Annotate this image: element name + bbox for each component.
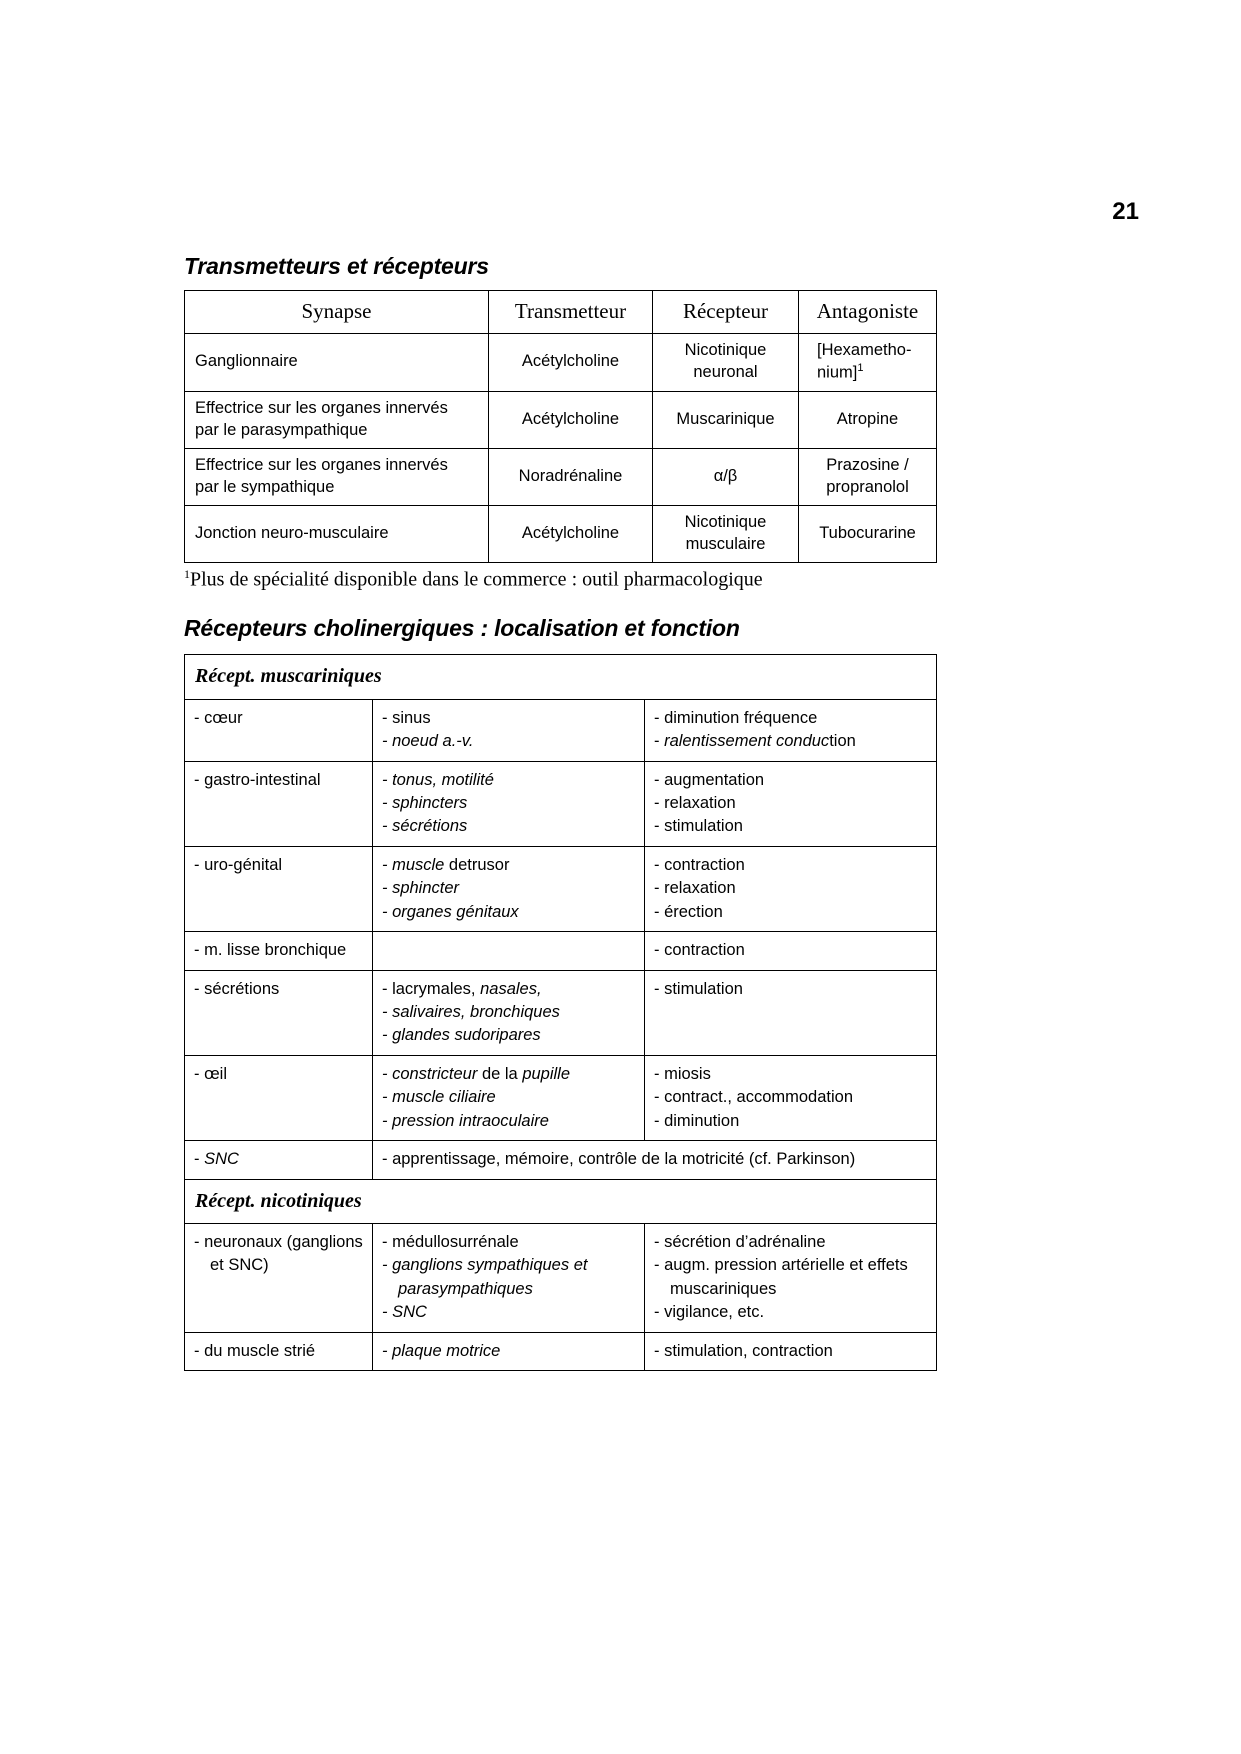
cell-transmetteur: Acétylcholine <box>489 505 653 562</box>
effect-line: - relaxation <box>654 794 736 813</box>
detail-line: - plaque motrice <box>382 1341 501 1360</box>
effect-line: - stimulation <box>654 817 743 836</box>
cell-synapse <box>185 448 489 505</box>
cell-transmetteur: Noradrénaline <box>489 448 653 505</box>
cell-synapse <box>185 391 489 448</box>
detail-line: - tonus, motilité <box>382 770 494 789</box>
cell-recepteur <box>653 505 799 562</box>
cell-details-empty <box>373 932 645 970</box>
detail-line: - SNC <box>382 1303 427 1322</box>
detail-line: - sécrétions <box>382 817 468 836</box>
detail-line <box>382 1063 635 1086</box>
effect-line: - diminution fréquence <box>654 708 818 727</box>
effect-line-continuation: muscariniques <box>670 1279 777 1298</box>
cell-synapse: Jonction neuro-musculaire <box>185 505 489 562</box>
heading-recepteurs-cholinergiques: Récepteurs cholinergiques : localisation et fonction <box>184 615 740 642</box>
effect-line: - contraction <box>654 855 745 874</box>
cell-transmetteur: Acétylcholine <box>489 333 653 391</box>
detail-line: - organes génitaux <box>382 902 519 921</box>
detail-line: - sphincters <box>382 794 468 813</box>
group-header-row-nicotiniques <box>185 1179 937 1223</box>
cell-snc-text: - apprentissage, mémoire, contrôle de la motricité (cf. Parkinson) <box>373 1141 937 1179</box>
snc-label: SNC <box>204 1150 239 1169</box>
recepteur-line-1: Nicotinique <box>684 341 767 360</box>
cell-location: - du muscle strié <box>185 1332 373 1370</box>
cell-details <box>373 846 645 931</box>
detail-roman: de la <box>477 1064 523 1083</box>
table-row <box>185 1223 937 1332</box>
cell-location <box>185 1223 373 1332</box>
page-number: 21 <box>1112 198 1139 225</box>
cell-recepteur <box>653 333 799 391</box>
column-header-recepteur: Récepteur <box>653 291 799 334</box>
detail-line: - noeud a.-v. <box>382 732 474 751</box>
detail-line: - sinus <box>382 708 431 727</box>
table-row <box>185 761 937 846</box>
cell-antagoniste: Tubocurarine <box>799 505 937 562</box>
antagoniste-line-2: propranolol <box>826 477 909 496</box>
detail-line: - glandes sudoripares <box>382 1026 541 1045</box>
detail-italic: - constricteur <box>382 1064 478 1083</box>
cell-effects <box>645 1332 937 1370</box>
effect-line <box>654 730 927 753</box>
antagoniste-line-2-text: nium] <box>817 363 858 382</box>
group-header-row-muscariniques <box>185 655 937 699</box>
table-row <box>185 1332 937 1370</box>
detail-roman: detrusor <box>444 855 510 874</box>
table-row <box>185 391 937 448</box>
cell-effects <box>645 970 937 1055</box>
table-header-row <box>185 291 937 334</box>
effect-line: - augmentation <box>654 770 765 789</box>
detail-italic: - muscle <box>382 855 445 874</box>
effect-line: - sécrétion d’adrénaline <box>654 1232 826 1251</box>
synapse-line-2: par le sympathique <box>195 477 335 496</box>
cell-location: - m. lisse bronchique <box>185 932 373 970</box>
cell-antagoniste: Atropine <box>799 391 937 448</box>
antagoniste-line-1: Prazosine / <box>826 455 909 474</box>
synapse-line-1: Effectrice sur les organes innervés <box>195 455 448 474</box>
footnote-text: Plus de spécialité disponible dans le commerce : outil pharmacologique <box>190 568 763 591</box>
detail-line <box>382 854 635 877</box>
antagoniste-line-2 <box>817 361 928 384</box>
cell-details <box>373 1332 645 1370</box>
column-header-transmetteur: Transmetteur <box>489 291 653 334</box>
table-footnote <box>184 567 936 592</box>
detail-roman: - lacrymales, <box>382 979 481 998</box>
detail-line: - médullosurrénale <box>382 1232 519 1251</box>
effect-italic: ralentissement conduc <box>664 732 830 751</box>
cell-transmetteur: Acétylcholine <box>489 391 653 448</box>
table-row-snc <box>185 1141 937 1179</box>
heading-transmetteurs-et-recepteurs: Transmetteurs et récepteurs <box>184 253 489 279</box>
cell-details <box>373 1055 645 1140</box>
column-header-synapse: Synapse <box>185 291 489 334</box>
effect-line: - contraction <box>654 941 745 960</box>
cell-synapse: Ganglionnaire <box>185 333 489 391</box>
effect-line: - relaxation <box>654 879 736 898</box>
cell-antagoniste <box>799 333 937 391</box>
detail-italic-tail: pupille <box>522 1064 571 1083</box>
recepteur-line-1: Nicotinique <box>684 512 767 531</box>
detail-italic: nasales, <box>480 979 542 998</box>
cell-location: - uro-génital <box>185 846 373 931</box>
effect-line: - diminution <box>654 1111 740 1130</box>
cell-location: - cœur <box>185 699 373 761</box>
table-row <box>185 1055 937 1140</box>
table-row <box>185 699 937 761</box>
effect-prefix: - <box>654 732 665 751</box>
snc-dash: - <box>194 1150 205 1169</box>
effect-line: - stimulation, contraction <box>654 1341 833 1360</box>
cell-location: - sécrétions <box>185 970 373 1055</box>
detail-line <box>382 978 635 1001</box>
table-row <box>185 448 937 505</box>
cell-location: - œil <box>185 1055 373 1140</box>
effect-line: - érection <box>654 902 723 921</box>
effect-line: - vigilance, etc. <box>654 1303 765 1322</box>
effect-line: - miosis <box>654 1064 711 1083</box>
effect-line: - stimulation <box>654 979 743 998</box>
cell-effects <box>645 846 937 931</box>
table-recepteurs-cholinergiques <box>184 654 937 1371</box>
synapse-line-2: par le parasympathique <box>195 420 368 439</box>
detail-line: - ganglions sympathiques et <box>382 1256 588 1275</box>
cell-effects <box>645 932 937 970</box>
effect-line: - contract., accommodation <box>654 1088 853 1107</box>
group-label-muscariniques: Récept. muscariniques <box>185 655 937 699</box>
detail-line: - sphincter <box>382 879 460 898</box>
cell-details <box>373 699 645 761</box>
recepteur-line-2: neuronal <box>693 363 758 382</box>
cell-effects <box>645 1055 937 1140</box>
column-header-antagoniste: Antagoniste <box>799 291 937 334</box>
cell-effects <box>645 699 937 761</box>
detail-line: - salivaires, bronchiques <box>382 1003 560 1022</box>
cell-effects <box>645 1223 937 1332</box>
recepteur-line-2: musculaire <box>685 534 766 553</box>
cell-antagoniste <box>799 448 937 505</box>
location-line-2: et SNC) <box>210 1256 269 1275</box>
cell-recepteur: Muscarinique <box>653 391 799 448</box>
effect-line: - augm. pression artérielle et effets <box>654 1256 908 1275</box>
footnote-number: 1 <box>184 566 190 581</box>
table-row <box>185 846 937 931</box>
page-content <box>184 253 936 1371</box>
table-transmetteurs-recepteurs <box>184 290 937 563</box>
effect-tail: tion <box>829 732 856 751</box>
cell-location-snc <box>185 1141 373 1179</box>
location-line-1: - neuronaux (ganglions <box>194 1232 363 1251</box>
detail-line: - muscle ciliaire <box>382 1088 496 1107</box>
cell-effects <box>645 761 937 846</box>
detail-line-continuation: parasympathiques <box>398 1279 533 1298</box>
cell-recepteur: α/β <box>653 448 799 505</box>
synapse-line-1: Effectrice sur les organes innervés <box>195 398 448 417</box>
footnote-marker-superscript: 1 <box>857 362 864 375</box>
table-row <box>185 970 937 1055</box>
cell-details <box>373 970 645 1055</box>
antagoniste-line-1: [Hexametho- <box>817 340 912 359</box>
table-row <box>185 505 937 562</box>
group-label-nicotiniques: Récept. nicotiniques <box>185 1179 937 1223</box>
cell-details <box>373 1223 645 1332</box>
table-row <box>185 333 937 391</box>
detail-line: - pression intraoculaire <box>382 1111 549 1130</box>
cell-location: - gastro-intestinal <box>185 761 373 846</box>
table-row <box>185 932 937 970</box>
cell-details <box>373 761 645 846</box>
